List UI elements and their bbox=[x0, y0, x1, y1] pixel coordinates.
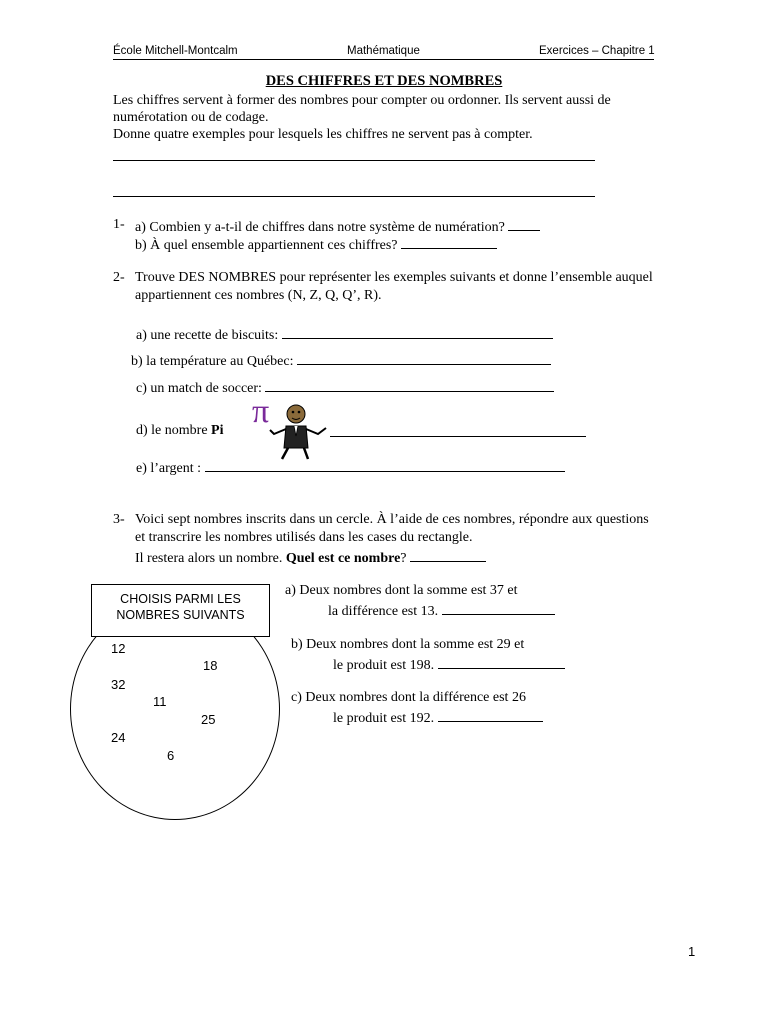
q3-line-3-bold: Quel est ce nombre bbox=[285, 551, 401, 566]
q3-number: 3- bbox=[113, 512, 125, 527]
choose-box bbox=[91, 584, 270, 637]
q1-number: 1- bbox=[113, 217, 125, 232]
q2-item-b bbox=[131, 351, 551, 370]
q2-item-c bbox=[136, 378, 554, 397]
q2-item-a bbox=[136, 325, 553, 344]
circle-number: 11 bbox=[153, 694, 167, 709]
q2-item-b-text: b) la température au Québec: bbox=[131, 354, 294, 369]
circle-number: 32 bbox=[111, 677, 126, 692]
q3-c-line-2-text: le produit est 192. bbox=[333, 711, 435, 726]
q3-line-3-suffix: ? bbox=[400, 551, 407, 566]
answer-line-2[interactable] bbox=[113, 196, 595, 197]
intro-line-2: numérotation ou de codage. bbox=[113, 110, 269, 125]
q3-c-blank[interactable] bbox=[438, 708, 543, 722]
q1-a-blank[interactable] bbox=[508, 217, 540, 231]
q1-a-text: a) Combien y a-t-il de chiffres dans notre système de numération? bbox=[135, 220, 505, 235]
q2-item-c-text: c) un match de soccer: bbox=[136, 381, 262, 396]
q3-b-line-1: b) Deux nombres dont la somme est 29 et bbox=[291, 637, 525, 652]
page-title: DES CHIFFRES ET DES NOMBRES bbox=[265, 73, 503, 89]
choose-box-line-2: NOMBRES SUIVANTS bbox=[116, 608, 245, 622]
q2-item-e bbox=[136, 458, 565, 477]
q3-b-line-2-text: le produit est 198. bbox=[333, 658, 435, 673]
q2-line-1: Trouve DES NOMBRES pour représenter les exemples suivants et donne l’ensemble auquel bbox=[135, 270, 653, 285]
q2-item-d-bold: Pi bbox=[211, 423, 224, 438]
q3-line-2: et transcrire les nombres utilisés dans les cases du rectangle. bbox=[135, 530, 473, 545]
header-subject: Mathématique bbox=[347, 45, 420, 57]
intro-line-1: Les chiffres servent à former des nombres pour compter ou ordonner. Ils servent aussi de bbox=[113, 93, 611, 108]
q1-a bbox=[135, 217, 540, 236]
q2-item-a-blank[interactable] bbox=[282, 325, 553, 339]
q3-line-1: Voici sept nombres inscrits dans un cercle. À l’aide de ces nombres, répondre aux questions bbox=[135, 512, 649, 527]
q2-item-d-text: d) le nombre bbox=[136, 423, 212, 438]
pi-clipart-image bbox=[248, 396, 328, 462]
intro-line-3: Donne quatre exemples pour lesquels les chiffres ne servent pas à compter. bbox=[113, 127, 533, 142]
header-section: Exercices – Chapitre 1 bbox=[539, 45, 655, 57]
circle-number: 25 bbox=[201, 712, 216, 727]
q2-item-b-blank[interactable] bbox=[297, 351, 551, 365]
circle-number: 12 bbox=[111, 641, 126, 656]
q2-line-2: appartiennent ces nombres (N, Z, Q, Q’, R). bbox=[135, 288, 382, 303]
pi-symbol: π bbox=[252, 396, 270, 430]
q3-line-3 bbox=[135, 548, 486, 567]
q3-c-line-2 bbox=[333, 708, 543, 727]
circle-number: 24 bbox=[111, 730, 126, 745]
q3-a-line-2 bbox=[328, 601, 555, 620]
q1-b-text: b) À quel ensemble appartiennent ces chiffres? bbox=[135, 238, 398, 253]
q3-a-blank[interactable] bbox=[442, 601, 555, 615]
q3-a-line-2-text: la différence est 13. bbox=[328, 604, 439, 619]
page-number: 1 bbox=[688, 944, 696, 959]
q3-c-line-1: c) Deux nombres dont la différence est 26 bbox=[291, 690, 526, 705]
q1-b bbox=[135, 235, 497, 254]
q3-a-line-1: a) Deux nombres dont la somme est 37 et bbox=[285, 583, 518, 598]
answer-line-1[interactable] bbox=[113, 160, 595, 161]
q2-item-a-text: a) une recette de biscuits: bbox=[136, 328, 279, 343]
q2-item-d-blank[interactable] bbox=[330, 436, 586, 437]
q3-b-blank[interactable] bbox=[438, 655, 565, 669]
q3-answer-blank[interactable] bbox=[410, 548, 486, 562]
q2-item-e-blank[interactable] bbox=[205, 458, 565, 472]
q3-b-line-2 bbox=[333, 655, 565, 674]
q2-item-d bbox=[136, 423, 223, 439]
header-rule bbox=[113, 59, 654, 60]
circle-number: 6 bbox=[167, 748, 175, 763]
q3-line-3-text: Il restera alors un nombre. bbox=[135, 551, 286, 566]
header-school: École Mitchell-Montcalm bbox=[113, 45, 238, 57]
q2-item-c-blank[interactable] bbox=[265, 378, 554, 392]
circle-number: 18 bbox=[203, 658, 218, 673]
q2-number: 2- bbox=[113, 270, 125, 285]
q2-item-e-text: e) l’argent : bbox=[136, 461, 202, 476]
q1-b-blank[interactable] bbox=[401, 235, 497, 249]
choose-box-line-1: CHOISIS PARMI LES bbox=[120, 592, 241, 606]
